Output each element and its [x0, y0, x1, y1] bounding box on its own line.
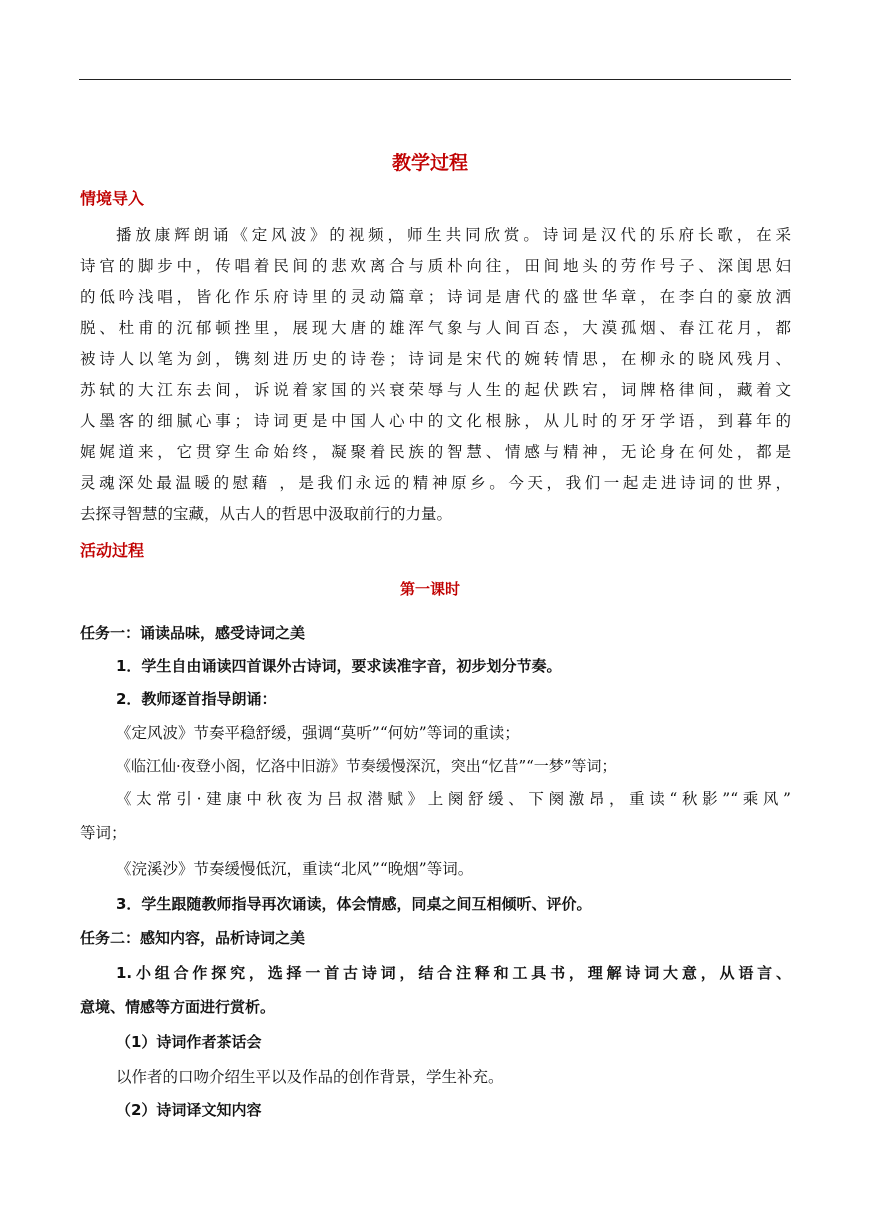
task1-poem3-cont: 等词； [80, 824, 127, 842]
task1-step3: 3．学生跟随教师指导再次诵读，体会情感，同桌之间互相倾听、评价。 [116, 895, 592, 913]
intro-line: 的低吟浅唱，皆化作乐府诗里的灵动篇章；诗词是唐代的盛世华章，在李白的豪放洒 [80, 288, 791, 306]
task1-poem2: 《临江仙·夜登小阁，忆洛中旧游》节奏缓慢深沉，突出“忆昔”“一梦”等词； [116, 757, 617, 775]
task2-step1-cont: 意境、情感等方面进行赏析。 [80, 998, 276, 1016]
task2-sub1-text: 以作者的口吻介绍生平以及作品的创作背景，学生补充。 [116, 1068, 504, 1086]
intro-line: 人墨客的细腻心事；诗词更是中国人心中的文化根脉，从儿时的牙牙学语，到暮年的 [80, 412, 791, 430]
intro-line: 苏轼的大江东去间，诉说着家国的兴衰荣辱与人生的起伏跌宕，词牌格律间，藏着文 [80, 381, 791, 399]
intro-line: 脱、杜甫的沉郁顿挫里，展现大唐的雄浑气象与人间百态，大漠孤烟、春江花月，都 [80, 319, 791, 337]
task2-step1: 1.小组合作探究，选择一首古诗词，结合注释和工具书，理解诗词大意，从语言、 [116, 964, 791, 982]
task2-heading: 任务二：感知内容，品析诗词之美 [80, 929, 306, 947]
intro-line: 去探寻智慧的宝藏，从古人的哲思中汲取前行的力量。 [80, 505, 453, 523]
task1-step1: 1．学生自由诵读四首课外古诗词，要求读准字音，初步划分节奏。 [116, 657, 562, 675]
task1-poem4: 《浣溪沙》节奏缓慢低沉，重读“北风”“晚烟”等词。 [116, 860, 474, 878]
page-title: 教学过程 [392, 152, 469, 174]
lesson-heading: 第一课时 [400, 580, 461, 598]
header-rule [79, 79, 791, 80]
section-heading-activity: 活动过程 [80, 541, 145, 560]
task2-sub2: （2）诗词译文知内容 [116, 1101, 262, 1119]
task1-heading: 任务一：诵读品味，感受诗词之美 [80, 624, 306, 642]
intro-line: 诗官的脚步中，传唱着民间的悲欢离合与质朴向往，田间地头的劳作号子、深闺思妇 [80, 257, 791, 275]
intro-line: 灵魂深处最温暖的慰藉 ，是我们永远的精神原乡。今天，我们一起走进诗词的世界， [80, 474, 791, 492]
task1-step2: 2．教师逐首指导朗诵： [116, 690, 277, 708]
intro-line: 娓娓道来，它贯穿生命始终，凝聚着民族的智慧、情感与精神，无论身在何处，都是 [80, 443, 791, 461]
intro-line: 被诗人以笔为剑，镌刻进历史的诗卷；诗词是宋代的婉转情思，在柳永的晓风残月、 [80, 350, 791, 368]
intro-line: 播放康辉朗诵《定风波》的视频，师生共同欣赏。诗词是汉代的乐府长歌，在采 [116, 226, 791, 244]
task2-sub1: （1）诗词作者茶话会 [116, 1033, 262, 1051]
section-heading-intro: 情境导入 [80, 189, 145, 208]
task1-poem1: 《定风波》节奏平稳舒缓，强调“莫听”“何妨”等词的重读； [116, 724, 520, 742]
task1-poem3: 《太常引·建康中秋夜为吕叔潜赋》上阕舒缓、下阕激昂，重读“秋影”“乘风” [116, 790, 791, 808]
